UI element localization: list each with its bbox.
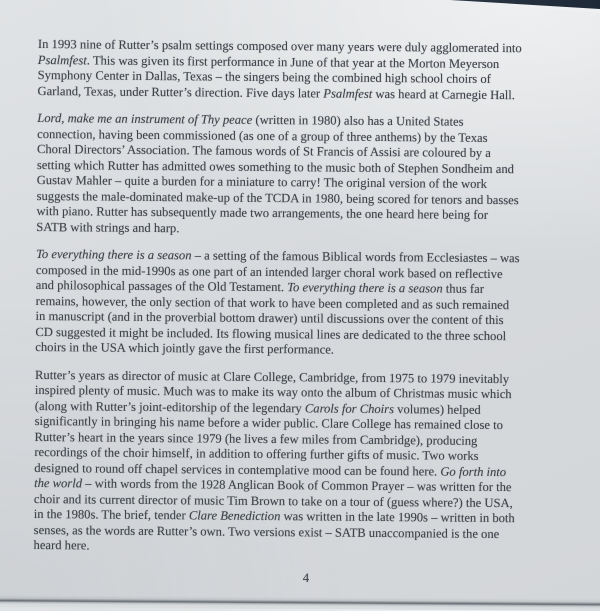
booklet-text-block [33,37,583,570]
italic-text-run: Lord, make me an instrument of Thy peace [37,110,253,127]
text-run: Symphony Center in Dallas, Texas – the singers being the combined high school choirs of [37,67,491,86]
text-run: choirs in the USA which jointly gave the first performance. [35,339,335,357]
text-run: Rutter’s years as director of music at Clare College, Cambridge, from 1975 to 1979 inevitably [34,367,510,386]
text-run: Garland, Texas, under Rutter’s direction. Five days later [37,83,324,100]
text-run: In 1993 nine of Rutter’s psalm settings composed over many years were duly agglomerated into [37,37,522,56]
text-run: in the 1980s. The brief, tender [33,506,189,523]
paragraph [36,111,582,240]
text-run: inspired plenty of music. Much was to make its way onto the album of Christmas music which [34,382,512,402]
text-run: Rutter’s heart in the years since 1979 (he lives a few miles from Cambridge), producing [34,429,478,448]
text-run: senses, as the words are Rutter’s own. Two versions exist – SATB unaccompanied is the one [33,522,500,541]
page-bottom-edge-shadow [0,595,600,611]
text-run: suggests the male-dominated make-up of the TCDA in 1980, being scored for tenors and basses [36,188,519,207]
text-run: Gustav Mahler – quite a burden for a miniature to carry! The original version of the work [36,172,487,191]
text-run: . This was given its first performance in June of that year at the Morton Meyerson [86,52,500,71]
text-run: (written in 1980) also has a United States [252,112,464,129]
text-run: volumes) helped [393,401,481,417]
paragraph [35,247,581,360]
text-run: connection, having been commissioned (as one of a group of three anthems) by the Texas [37,126,488,145]
italic-text-run: To everything there is a season [36,246,192,263]
paragraph [37,37,583,104]
text-run: with piano. Rutter has subsequently made two arrangements, the one heard here being for [36,203,489,222]
italic-text-run: To everything there is a season [287,280,443,296]
text-run: recordings of the choir himself, in addition to offering further gifts of music. Two works [34,444,479,463]
italic-text-run: Carols for Choirs [304,400,395,416]
italic-text-run: the world [34,475,83,491]
text-run: and philosophical passages of the Old Testament. [35,277,288,295]
text-run: thus far [442,281,485,296]
text-run: designed to round off chapel services in contemplative mood can be found here. [34,460,441,479]
text-run: heard here. [33,537,90,553]
text-run: was heard at Carnegie Hall. [372,86,516,102]
text-run: choir and its current director of music Tim Brown to take on a tour of (guess where?) the USA, [33,491,513,510]
text-run: SATB with strings and harp. [36,219,180,235]
text-run: – with words from the 1928 Anglican Book of Common Prayer – was written for the [81,476,512,495]
text-run: significantly in bringing his name before a wider public. Clare College has remained close to [34,413,503,433]
italic-text-run: Go forth into [440,464,507,479]
page-number: 4 [302,571,310,585]
italic-text-run: Psalmfest [323,85,373,101]
paragraph [33,367,580,558]
text-run: CD suggested it might be included. Its flowing musical lines are dedicated to the three school [35,324,507,343]
text-run: composed in the mid-1990s as one part of an intended larger choral work based on reflective [35,262,503,281]
text-run: – a setting of the famous Biblical words from Ecclesiastes – was [191,248,520,266]
text-run: Choral Directors’ Association. The famous words of St Francis of Assisi are coloured by a [36,141,491,160]
text-run: remains, however, the only section of that work to have been completed and as such remained [35,293,510,312]
text-run: (along with Rutter’s joint-editorship of the legendary [34,398,305,415]
text-run: in manuscript (and in the proverbial bottom drawer) until discussions over the content of this [35,308,504,328]
italic-text-run: Psalmfest [37,52,87,67]
text-run: was written in the late 1990s – written in both [280,509,515,526]
italic-text-run: Clare Benediction [188,508,281,524]
text-run: setting which Rutter has admitted owes something to the music both of Stephen Sondheim and [36,157,515,176]
